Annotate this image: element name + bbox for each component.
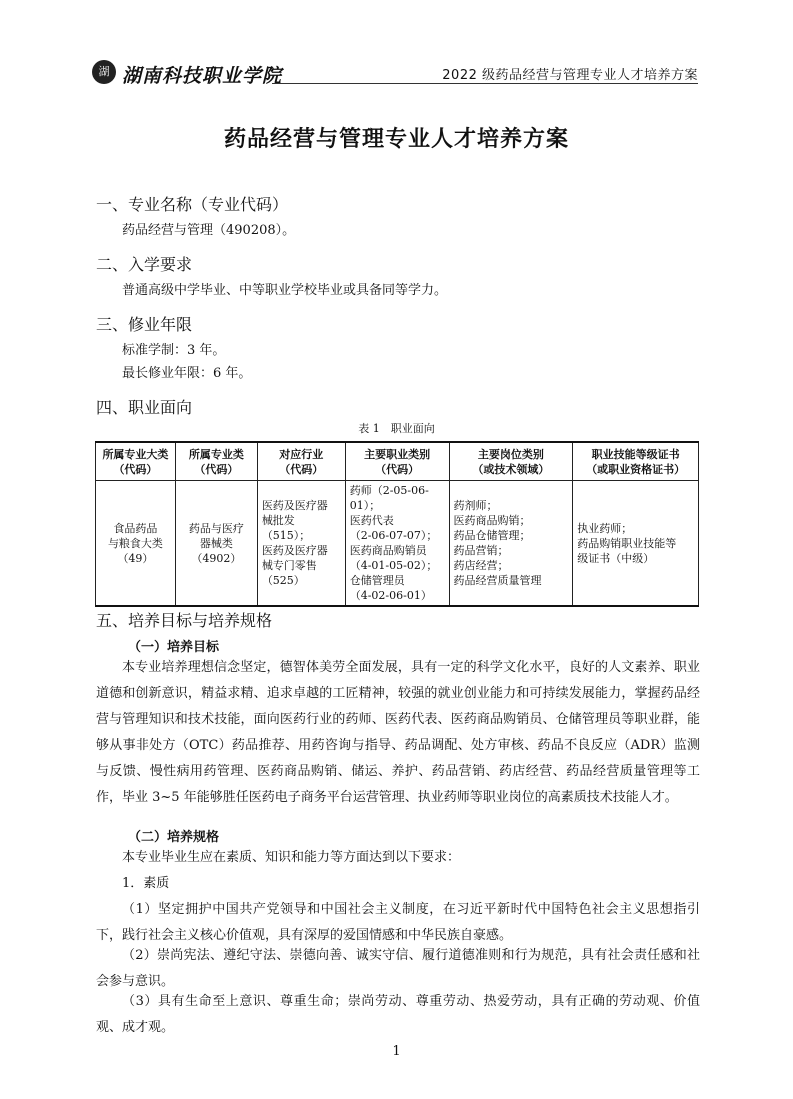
section-heading-career: 四、职业面向 (96, 398, 193, 417)
table-header-cell: 对应行业 （代码） (257, 442, 345, 481)
table-header-cell: 职业技能等级证书 （或职业资格证书） (573, 442, 699, 481)
page-header (92, 58, 698, 90)
table-cell: 药师（2-05-06-01）； 医药代表 （2-06-07-07）； 医药商品购销员 （4-01-05-02）； 仓储管理员 （4-02-06-01） (345, 481, 449, 607)
quality-item-3: （3）具有生命至上意识、尊重生命；崇尚劳动、尊重劳动、热爱劳动，具有正确的劳动观、价值观、成才观。 (96, 994, 700, 1035)
quality-item-2: （2）崇尚宪法、遵纪守法、崇德向善、诚实守信、履行道德准则和行为规范，具有社会责任感和社会参与意识。 (96, 948, 700, 989)
standard-duration-text: 标准学制：3 年。 (122, 343, 226, 358)
school-name-logo: 湖南科技职业学院 (122, 65, 283, 87)
header-divider (272, 83, 698, 84)
table-cell: 药剂师； 医药商品购销； 药品仓储管理； 药品营销； 药店经营； 药品经营质量管理 (449, 481, 573, 607)
max-duration-text: 最长修业年限：6 年。 (122, 366, 252, 381)
table-header-cell: 所属专业大类 （代码） (96, 442, 176, 481)
section-heading-duration: 三、修业年限 (96, 315, 193, 334)
header-document-title: 2022 级药品经营与管理专业人才培养方案 (442, 68, 698, 83)
specs-intro-paragraph: 本专业毕业生应在素质、知识和能力等方面达到以下要求： (122, 850, 461, 865)
table-cell: 医药及医疗器 械批发（515）； 医药及医疗器 械专门零售 （525） (257, 481, 345, 607)
table-cell: 食品药品 与粮食大类 （49） (96, 481, 176, 607)
table-row (96, 481, 699, 607)
training-goals-paragraph: 本专业培养理想信念坚定，德智体美劳全面发展，具有一定的科学文化水平，良好的人文素养、职业道德和创新意识，精益求精、追求卓越的工匠精神，较强的就业创业能力和可持续发展能力，掌握药品经营与管理知识和技术技能，面向医药行业的药师、医药代表、医药商品购销员、仓储管理员等职业群，能够从事非处方（OTC）药品推荐、用药咨询与指导、药品调配、处方审核、药品不良反应（ADR）监测与反馈、慢性病用药管理、医药商品购销、储运、养护、药品营销、药店经营、药品经营质量管理等工作，毕业 3~5 年能够胜任医药电子商务平台运营管理、执业药师等职业岗位的高素质技术技能人才。 (96, 660, 700, 805)
section-heading-admission: 二、入学要求 (96, 255, 193, 274)
school-logo-icon: 湖 (92, 60, 116, 84)
quality-subheading: 1．素质 (122, 876, 170, 891)
table-header-row (96, 442, 699, 481)
section-heading-goals-specs: 五、培养目标与培养规格 (96, 611, 273, 630)
table-cell: 执业药师； 药品购销职业技能等 级证书（中级） (573, 481, 699, 607)
subheading-training-goals: （一）培养目标 (128, 640, 220, 655)
section-heading-major-name: 一、专业名称（专业代码） (96, 195, 289, 214)
admission-text: 普通高级中学毕业、中等职业学校毕业或具备同等学力。 (122, 283, 448, 298)
table-cell: 药品与医疗 器械类 （4902） (175, 481, 257, 607)
career-orientation-table (95, 441, 699, 607)
table-header-cell: 主要职业类别 （代码） (345, 442, 449, 481)
quality-item-1: （1）坚定拥护中国共产党领导和中国社会主义制度，在习近平新时代中国特色社会主义思想指引下，践行社会主义核心价值观，具有深厚的爱国情感和中华民族自豪感。 (96, 902, 700, 943)
document-title: 药品经营与管理专业人才培养方案 (223, 127, 569, 152)
subheading-training-specs: （二）培养规格 (128, 830, 220, 845)
major-name-text: 药品经营与管理（490208）。 (122, 223, 296, 238)
table-caption: 表 1 职业面向 (358, 422, 435, 435)
table-header-cell: 所属专业类 （代码） (175, 442, 257, 481)
page-number: 1 (392, 1044, 401, 1059)
table-header-cell: 主要岗位类别 （或技术领域） (449, 442, 573, 481)
